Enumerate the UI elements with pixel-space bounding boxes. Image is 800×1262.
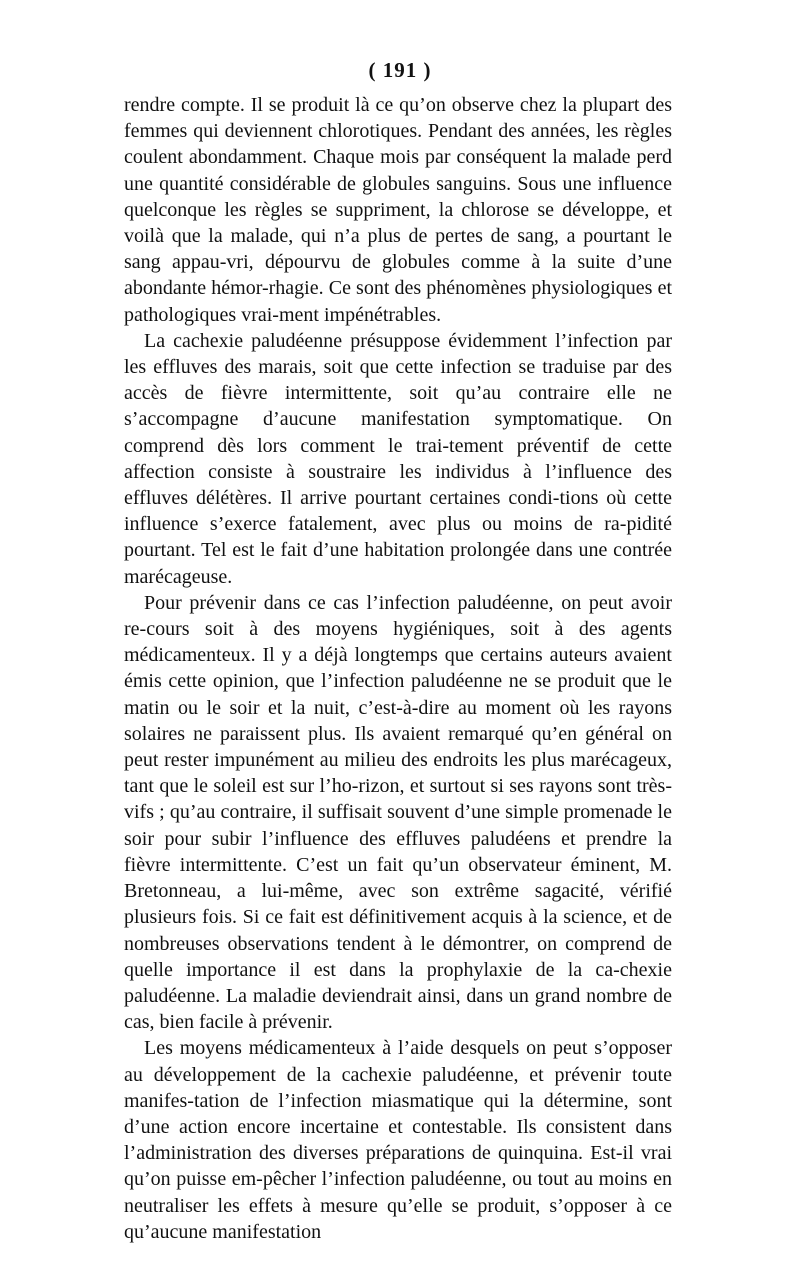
paragraph-cachexie-paludeenne: La cachexie paludéenne présuppose évidemment l’infection par les effluves des marais, soit que cette infection se traduise par des accès de fièvre intermittente, soit qu’au contraire elle ne s’accompagne d’aucune manifestation symptomatique. On comprend dès lors comment le trai-tement préventif de cette affection consiste à soustraire les individus à l’influence des effluves délétères. Il arrive pourtant certaines condi-tions où cette influence s’exerce fatalement, avec plus ou moins de ra-pidité pourtant. Tel est le fait d’une habitation prolongée dans une contrée marécageuse. — [124, 329, 672, 588]
paragraph-medicaments: Les moyens médicamenteux à l’aide desquels on peut s’opposer au développement de la cachexie paludéenne, et prévenir toute manifes-tation de l’infection miasmatique qui la détermine, sont d’une action encore incertaine et contestable. Ils consistent dans l’administration des diverses préparations de quinquina. Est-il vrai qu’on puisse em-pêcher l’infection paludéenne, ou tout au moins en neutraliser les effets à mesure qu’elle se produit, s’opposer à ce qu’aucune manifestation — [124, 1037, 672, 1243]
paragraph-chlorosis-continuation: rendre compte. Il se produit là ce qu’on observe chez la plupart des femmes qui deviennent chlorotiques. Pendant des années, les règles coulent abondamment. Chaque mois par conséquent la malade perd une quantité considérable de globules sanguins. Sous une influence quelconque les règles se suppriment, la chlorose se développe, et voilà que la malade, qui n’a plus de pertes de sang, a pourtant le sang appau-vri, dépourvu de globules comme à la suite d’une abondante hémor-rhagie. Ce sont des phénomènes physiologiques et pathologiques vrai-ment impénétrables. — [124, 94, 672, 326]
page-number: ( 191 ) — [368, 58, 432, 82]
paragraph-prevention: Pour prévenir dans ce cas l’infection paludéenne, on peut avoir re-cours soit à des moyens hygiéniques, soit à des agents médicamenteux. Il y a déjà longtemps que certains auteurs avaient émis cette opinion, que l’infection paludéenne ne se produit que le matin ou le soir et la nuit, c’est-à-dire au moment où les rayons solaires ne paraissent plus. Ils avaient remarqué qu’en général on peut rester impunément au milieu des endroits les plus marécageux, tant que le soleil est sur l’ho-rizon, et surtout si ses rayons sont très-vifs ; qu’au contraire, il suffisait souvent d’une simple promenade le soir pour subir l’influence des effluves paludéens et prendre la fièvre intermittente. C’est un fait qu’un observateur éminent, M. Bretonneau, a lui-même, avec son extrême sagacité, vérifié plusieurs fois. Si ce fait est définitivement acquis à la science, et de nombreuses observations tendent à le démontrer, on comprend de quelle importance il est dans la prophylaxie de la ca-chexie paludéenne. La maladie deviendrait ainsi, dans un grand nombre de cas, bien facile à prévenir. — [124, 591, 672, 1034]
body-text — [124, 92, 672, 1245]
